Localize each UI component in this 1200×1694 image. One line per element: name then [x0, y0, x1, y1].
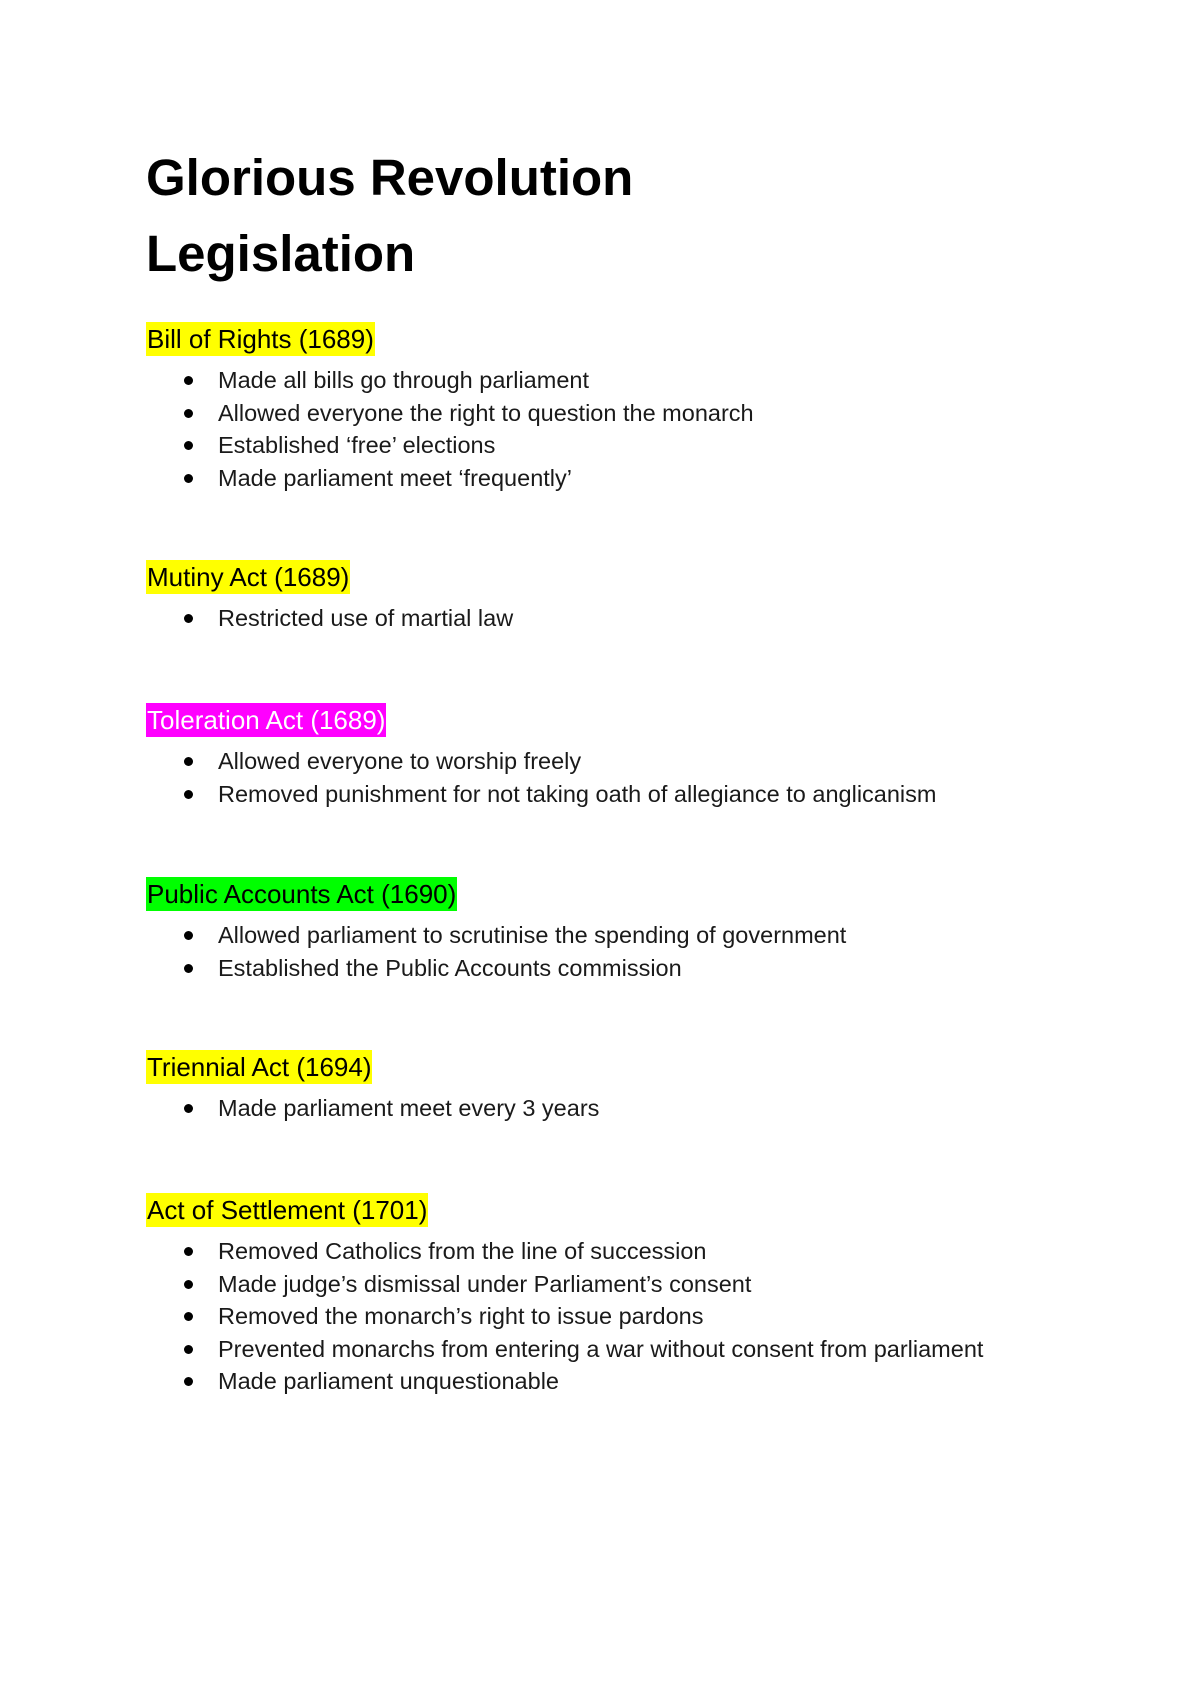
list-item: Allowed everyone to worship freely [146, 745, 1146, 778]
bullet-dot-icon [184, 1345, 193, 1354]
list-item: Established ‘free’ elections [146, 429, 1146, 462]
bullet-dot-icon [184, 790, 193, 799]
section-heading: Public Accounts Act (1690) [147, 879, 457, 909]
section-toleration-act [146, 703, 1146, 810]
bullet-dot-icon [184, 376, 193, 385]
bullet-list [146, 745, 1146, 810]
section-heading: Act of Settlement (1701) [147, 1195, 428, 1225]
list-item: Removed Catholics from the line of succession [146, 1235, 1146, 1268]
bullet-dot-icon [184, 474, 193, 483]
list-item: Made parliament meet every 3 years [146, 1092, 1146, 1125]
title-line-2: Legislation [146, 225, 416, 282]
bullet-dot-icon [184, 1377, 193, 1386]
section-mutiny-act [146, 560, 1146, 635]
bullet-dot-icon [184, 931, 193, 940]
list-item: Made parliament meet ‘frequently’ [146, 462, 1146, 495]
bullet-dot-icon [184, 1247, 193, 1256]
bullet-list [146, 1235, 1146, 1398]
bullet-dot-icon [184, 1312, 193, 1321]
list-item: Allowed parliament to scrutinise the spending of government [146, 919, 1146, 952]
bullet-dot-icon [184, 1104, 193, 1113]
list-item: Made all bills go through parliament [146, 364, 1146, 397]
bullet-list [146, 919, 1146, 984]
title-line-1: Glorious Revolution [146, 149, 634, 206]
section-public-accounts-act [146, 877, 1146, 984]
list-item: Established the Public Accounts commission [146, 952, 1146, 985]
section-act-of-settlement [146, 1193, 1146, 1398]
page-title [146, 140, 1046, 292]
list-item: Made parliament unquestionable [146, 1365, 1146, 1398]
bullet-dot-icon [184, 614, 193, 623]
bullet-dot-icon [184, 409, 193, 418]
section-heading: Mutiny Act (1689) [147, 562, 350, 592]
section-triennial-act [146, 1050, 1146, 1125]
section-heading: Triennial Act (1694) [147, 1052, 372, 1082]
list-item: Allowed everyone the right to question the monarch [146, 397, 1146, 430]
list-item: Removed punishment for not taking oath of allegiance to anglicanism [146, 778, 1146, 811]
bullet-dot-icon [184, 1280, 193, 1289]
list-item: Restricted use of martial law [146, 602, 1146, 635]
list-item: Removed the monarch’s right to issue pardons [146, 1300, 1146, 1333]
section-heading: Bill of Rights (1689) [147, 324, 374, 354]
bullet-list [146, 1092, 1146, 1125]
section-heading: Toleration Act (1689) [147, 705, 386, 735]
list-item: Made judge’s dismissal under Parliament’s consent [146, 1268, 1146, 1301]
bullet-list [146, 602, 1146, 635]
bullet-dot-icon [184, 757, 193, 766]
list-item: Prevented monarchs from entering a war without consent from parliament [146, 1333, 1146, 1366]
bullet-dot-icon [184, 441, 193, 450]
bullet-list [146, 364, 1146, 494]
bullet-dot-icon [184, 964, 193, 973]
section-bill-of-rights [146, 322, 1146, 494]
